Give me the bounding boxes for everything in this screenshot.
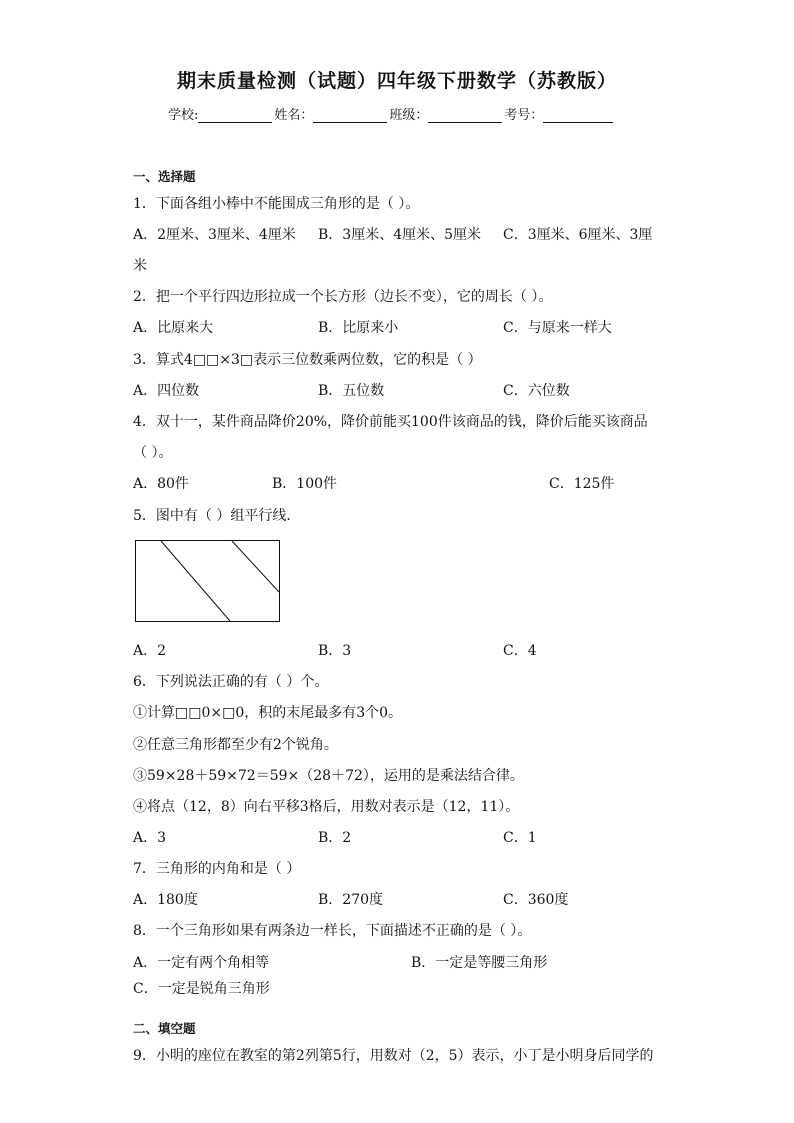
q1-option-c[interactable]: C．3厘米、6厘米、3厘 xyxy=(503,227,653,243)
section-choice-heading: 一、选择题 xyxy=(133,169,196,184)
q6-option-a[interactable]: A．3 xyxy=(133,830,167,846)
q4-option-a[interactable]: A．80件 xyxy=(133,476,189,492)
class-blank[interactable] xyxy=(428,108,502,123)
exam-no-blank[interactable] xyxy=(543,108,613,123)
q5-stem: 5．图中有（ ）组平行线． xyxy=(133,508,301,524)
q1-option-c-wrap: 米 xyxy=(133,258,147,274)
q6-statement-3: ③59×28＋59×72＝59×（28＋72），运用的是乘法结合律。 xyxy=(133,768,524,784)
figure-rectangle xyxy=(136,541,280,622)
q7-option-b[interactable]: B．270度 xyxy=(318,892,384,908)
q6-option-b[interactable]: B．2 xyxy=(318,830,352,846)
q5-parallel-lines-figure xyxy=(135,540,280,622)
q5-option-a[interactable]: A．2 xyxy=(133,643,167,659)
q7-stem: 7．三角形的内角和是（ ） xyxy=(133,861,301,877)
q7-option-c[interactable]: C．360度 xyxy=(503,892,569,908)
q9-stem: 9．小明的座位在教室的第2列第5行，用数对（2，5）表示，小丁是小明身后同学的 xyxy=(133,1048,654,1064)
q4-stem: 4．双十一，某件商品降价20%，降价前能买100件该商品的钱，降价后能买该商品 xyxy=(133,414,648,430)
q5-option-b[interactable]: B．3 xyxy=(318,643,352,659)
section-fill-heading: 二、填空题 xyxy=(133,1021,196,1036)
page-title: 期末质量检测（试题）四年级下册数学（苏教版） xyxy=(176,70,617,92)
name-label: 姓名： xyxy=(274,108,314,123)
q6-statement-2: ②任意三角形都至少有2个锐角。 xyxy=(133,737,338,753)
school-blank[interactable] xyxy=(198,108,272,123)
q3-stem: 3．算式4□□×3□表示三位数乘两位数，它的积是（ ） xyxy=(133,352,482,368)
name-blank[interactable] xyxy=(313,108,387,123)
q4-stem-cont: （ ）。 xyxy=(133,445,173,461)
q6-statement-1: ①计算□□0×□0，积的末尾最多有3个0。 xyxy=(133,705,403,721)
student-info-line xyxy=(168,104,615,123)
school-label: 学校: xyxy=(168,108,199,123)
q8-option-b[interactable]: B．一定是等腰三角形 xyxy=(411,955,548,971)
q3-option-c[interactable]: C．六位数 xyxy=(503,383,570,399)
q5-option-c[interactable]: C．4 xyxy=(503,643,537,659)
figure-diagonal-left xyxy=(161,541,230,621)
q3-option-a[interactable]: A．四位数 xyxy=(133,383,200,399)
q2-option-b[interactable]: B．比原来小 xyxy=(318,320,399,336)
class-label: 班级： xyxy=(389,108,429,123)
q1-stem: 1．下面各组小棒中不能围成三角形的是（ ）。 xyxy=(133,196,420,212)
q8-option-c[interactable]: C．一定是锐角三角形 xyxy=(133,981,270,997)
q2-option-a[interactable]: A．比原来大 xyxy=(133,320,214,336)
q4-option-b[interactable]: B．100件 xyxy=(272,476,338,492)
q6-stem: 6．下列说法正确的有（ ）个。 xyxy=(133,674,329,690)
figure-diagonal-right xyxy=(232,541,279,592)
q1-option-b[interactable]: B．3厘米、4厘米、5厘米 xyxy=(318,227,482,243)
q2-stem: 2．把一个平行四边形拉成一个长方形（边长不变），它的周长（ ）。 xyxy=(133,289,553,305)
q1-option-a[interactable]: A．2厘米、3厘米、4厘米 xyxy=(133,227,296,243)
q8-stem: 8．一个三角形如果有两条边一样长，下面描述不正确的是（ ）。 xyxy=(133,923,532,939)
q6-option-c[interactable]: C．1 xyxy=(503,830,537,846)
q7-option-a[interactable]: A．180度 xyxy=(133,892,198,908)
q3-option-b[interactable]: B．五位数 xyxy=(318,383,385,399)
q6-statement-4: ④将点（12，8）向右平移3格后，用数对表示是（12，11）。 xyxy=(133,799,520,815)
q4-option-c[interactable]: C．125件 xyxy=(549,476,615,492)
exam-no-label: 考号： xyxy=(504,108,544,123)
q8-option-a[interactable]: A．一定有两个角相等 xyxy=(133,955,270,971)
q2-option-c[interactable]: C．与原来一样大 xyxy=(503,320,612,336)
